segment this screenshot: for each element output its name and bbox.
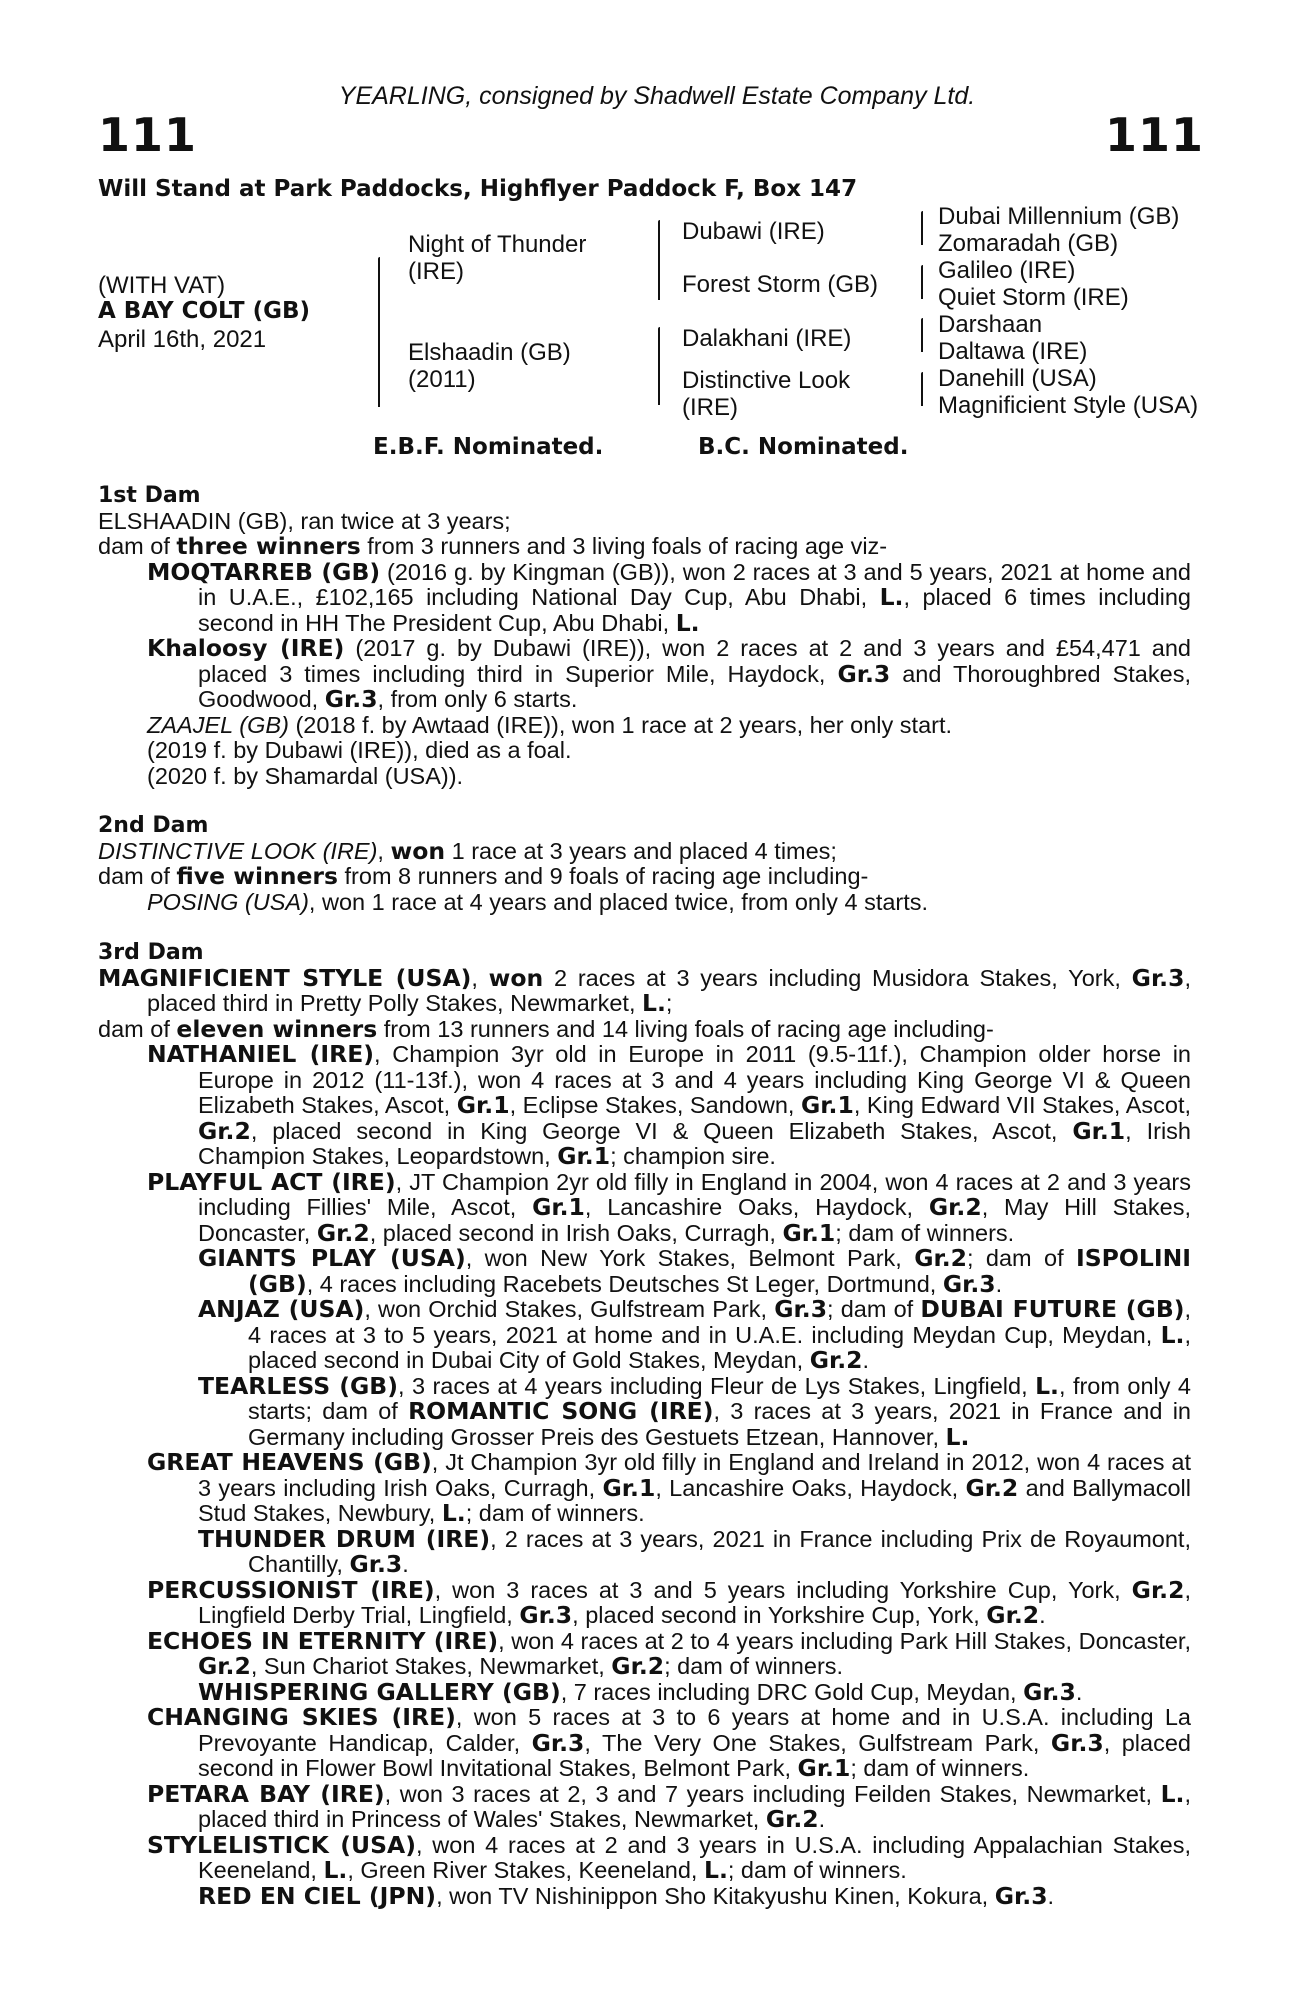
- brace-sire-dam: [378, 257, 380, 407]
- third-dam-produce-line: dam of eleven winners from 13 runners and 14 living foals of racing age including-: [98, 1014, 994, 1043]
- sire-country: (IRE): [408, 258, 464, 285]
- pedigree-g6: Daltawa (IRE): [938, 338, 1088, 365]
- produce-playful-act: PLAYFUL ACT (IRE), JT Champion 2yr old filly in England in 2004, won 4 races at 2 and 3 years including Fillies' Mile, Ascot, Gr.1, Lancashire Oaks, Haydock, Gr.2, May Hill Stakes, Doncaster, Gr.2, placed second in Irish Oaks, Curragh, Gr.1; dam of winners.: [147, 1167, 1191, 1247]
- dam-year: (2011): [408, 366, 476, 393]
- second-dam-heading: 2nd Dam: [98, 813, 209, 838]
- pedigree-sire: [408, 231, 586, 285]
- lot-number-left: 111: [98, 108, 198, 162]
- third-dam-heading: 3rd Dam: [98, 940, 204, 965]
- produce-stylelistick: STYLELISTICK (USA), won 4 races at 2 and 3 years in U.S.A. including Appalachian Stakes, Keeneland, L., Green River Stakes, Keeneland, L.; dam of winners.: [147, 1830, 1191, 1884]
- produce-2019-filly: (2019 f. by Dubawi (IRE)), died as a foal.: [147, 737, 572, 763]
- produce-moqtarreb: MOQTARREB (GB) (2016 g. by Kingman (GB)), won 2 races at 3 and 5 years, 2021 at home and in U.A.E., £102,165 including National Day Cup, Abu Dhabi, L., placed 6 times including second in HH The President Cup, Abu Dhabi, L.: [147, 557, 1191, 637]
- produce-2020-filly: (2020 f. by Shamardal (USA)).: [147, 762, 464, 789]
- produce-great-heavens: GREAT HEAVENS (GB), Jt Champion 3yr old filly in England and Ireland in 2012, won 4 races at 3 years including Irish Oaks, Curragh, Gr.1, Lancashire Oaks, Haydock, Gr.2 and Ballymacoll Stud Stakes, Newbury, L.; dam of winners.: [147, 1448, 1191, 1527]
- pedigree-g8: Magnificient Style (USA): [938, 392, 1199, 419]
- pedigree-g2: Zomaradah (GB): [938, 230, 1119, 257]
- pedigree-sire-sire: Dubawi (IRE): [682, 218, 825, 245]
- first-dam-heading: 1st Dam: [98, 483, 201, 508]
- produce-zaajel: ZAAJEL (GB) (2018 f. by Awtaad (IRE)), won 1 race at 2 years, her only start.: [147, 711, 953, 738]
- produce-posing: POSING (USA), won 1 race at 4 years and placed twice, from only 4 starts.: [147, 888, 929, 915]
- pedigree-sire-dam: Forest Storm (GB): [682, 271, 879, 298]
- produce-khaloosy: Khaloosy (IRE) (2017 g. by Dubawi (IRE)), won 2 races at 2 and 3 years and £54,471 and placed 3 times including third in Superior Mile, Haydock, Gr.3 and Thoroughbred Stakes, Goodwood, Gr.3, from only 6 starts.: [147, 634, 1191, 713]
- produce-giants-play: GIANTS PLAY (USA), won New York Stakes, Belmont Park, Gr.2; dam of ISPOLINI (GB), 4 races including Racebets Deutsches St Leger, Dortmund, Gr.3.: [198, 1244, 1191, 1298]
- produce-percussionist: PERCUSSIONIST (IRE), won 3 races at 3 and 5 years including Yorkshire Cup, York, Gr.2, Lingfield Derby Trial, Lingfield, Gr.3, placed second in Yorkshire Cup, York, Gr.2.: [147, 1575, 1191, 1629]
- produce-thunder-drum: THUNDER DRUM (IRE), 2 races at 3 years, 2021 in France including Prix de Royaumont, Chantilly, Gr.3.: [198, 1524, 1191, 1578]
- first-dam-section: [98, 483, 1191, 789]
- brace-g4: [921, 372, 923, 406]
- produce-anjaz: ANJAZ (USA), won Orchid Stakes, Gulfstream Park, Gr.3; dam of DUBAI FUTURE (GB), 4 races at 3 to 5 years, 2021 at home and in U.A.E. including Meydan Cup, Meydan, L., placed second in Dubai City of Gold Stakes, Meydan, Gr.2.: [198, 1295, 1192, 1374]
- pedigree-g7: Danehill (USA): [938, 365, 1097, 392]
- sire-name: Night of Thunder: [408, 231, 587, 258]
- first-dam-produce-line: dam of three winners from 3 runners and 3 living foals of racing age viz-: [98, 532, 888, 560]
- pedigree-g3: Galileo (IRE): [938, 257, 1076, 284]
- brace-g3: [921, 318, 923, 352]
- pedigree-g4: Quiet Storm (IRE): [938, 284, 1129, 311]
- second-dam-line: DISTINCTIVE LOOK (IRE), won 1 race at 3 years and placed 4 times;: [98, 836, 837, 865]
- second-dam-section: [98, 813, 1191, 915]
- pedigree-dam-dam: [682, 367, 850, 421]
- ebf-nomination: E.B.F. Nominated.: [373, 434, 604, 460]
- bc-nomination: B.C. Nominated.: [698, 434, 909, 460]
- stand-location: Will Stand at Park Paddocks, Highflyer Paddock F, Box 147: [98, 176, 858, 202]
- dam-dam-name: Distinctive Look: [682, 367, 851, 394]
- produce-whispering-gallery: WHISPERING GALLERY (GB), 7 races including DRC Gold Cup, Meydan, Gr.3.: [198, 1677, 1083, 1706]
- brace-g1: [921, 211, 923, 245]
- second-dam-produce-line: dam of five winners from 8 runners and 9 foals of racing age including-: [98, 862, 869, 890]
- produce-petara-bay: PETARA BAY (IRE), won 3 races at 2, 3 and 7 years including Feilden Stakes, Newmarket, L., placed third in Princess of Wales' Stakes, Newmarket, Gr.2.: [147, 1779, 1191, 1833]
- pedigree-g1: Dubai Millennium (GB): [938, 203, 1180, 230]
- produce-nathaniel: NATHANIEL (IRE), Champion 3yr old in Europe in 2011 (9.5-11f.), Champion older horse in Europe in 2012 (11-13f.), won 4 races at 3 and 4 years including King George VI & Queen Elizabeth Stakes, Ascot, Gr.1, Eclipse Stakes, Sandown, Gr.1, King Edward VII Stakes, Ascot, Gr.2, placed second in King George VI & Queen Elizabeth Stakes, Ascot, Gr.1, Irish Champion Stakes, Leopardstown, Gr.1; champion sire.: [147, 1040, 1192, 1170]
- third-dam-intro: MAGNIFICIENT STYLE (USA), won 2 races at 3 years including Musidora Stakes, York, Gr.3, placed third in Pretty Polly Stakes, Newmarket, L.;: [98, 963, 1191, 1017]
- dam-dam-country: (IRE): [682, 394, 738, 421]
- dam-name: Elshaadin (GB): [408, 339, 571, 366]
- produce-echoes-in-eternity: ECHOES IN ETERNITY (IRE), won 4 races at 2 to 4 years including Park Hill Stakes, Doncaster, Gr.2, Sun Chariot Stakes, Newmarket, Gr.2; dam of winners.: [147, 1626, 1191, 1680]
- vat-note: (WITH VAT): [98, 272, 226, 299]
- brace-sire-parents: [658, 220, 660, 300]
- produce-red-en-ciel: RED EN CIEL (JPN), won TV Nishinippon Sho Kitakyushu Kinen, Kokura, Gr.3.: [198, 1881, 1055, 1910]
- pedigree-dam-sire: Dalakhani (IRE): [682, 325, 852, 352]
- pedigree-g5: Darshaan: [938, 311, 1043, 338]
- brace-g2: [921, 265, 923, 299]
- produce-tearless: TEARLESS (GB), 3 races at 4 years including Fleur de Lys Stakes, Lingfield, L., from only 4 starts; dam of ROMANTIC SONG (IRE), 3 races at 3 years, 2021 in France and in Germany including Grosser Preis des Gestuets Etzean, Hannover, L.: [198, 1371, 1192, 1451]
- lot-number-right: 111: [1104, 108, 1204, 162]
- consignment-line: YEARLING, consigned by Shadwell Estate Company Ltd.: [338, 82, 976, 110]
- produce-changing-skies: CHANGING SKIES (IRE), won 5 races at 3 to 6 years at home and in U.S.A. including La Prevoyante Handicap, Calder, Gr.3, The Very One Stakes, Gulfstream Park, Gr.3, placed second in Flower Bowl Invitational Stakes, Belmont Park, Gr.1; dam of winners.: [147, 1703, 1191, 1782]
- third-dam-section: [98, 940, 1191, 1909]
- first-dam-line: ELSHAADIN (GB), ran twice at 3 years;: [98, 507, 511, 534]
- foaling-date: April 16th, 2021: [98, 326, 267, 353]
- horse-description: A BAY COLT (GB): [98, 298, 311, 324]
- pedigree-dam: [408, 339, 571, 393]
- brace-dam-parents: [658, 327, 660, 405]
